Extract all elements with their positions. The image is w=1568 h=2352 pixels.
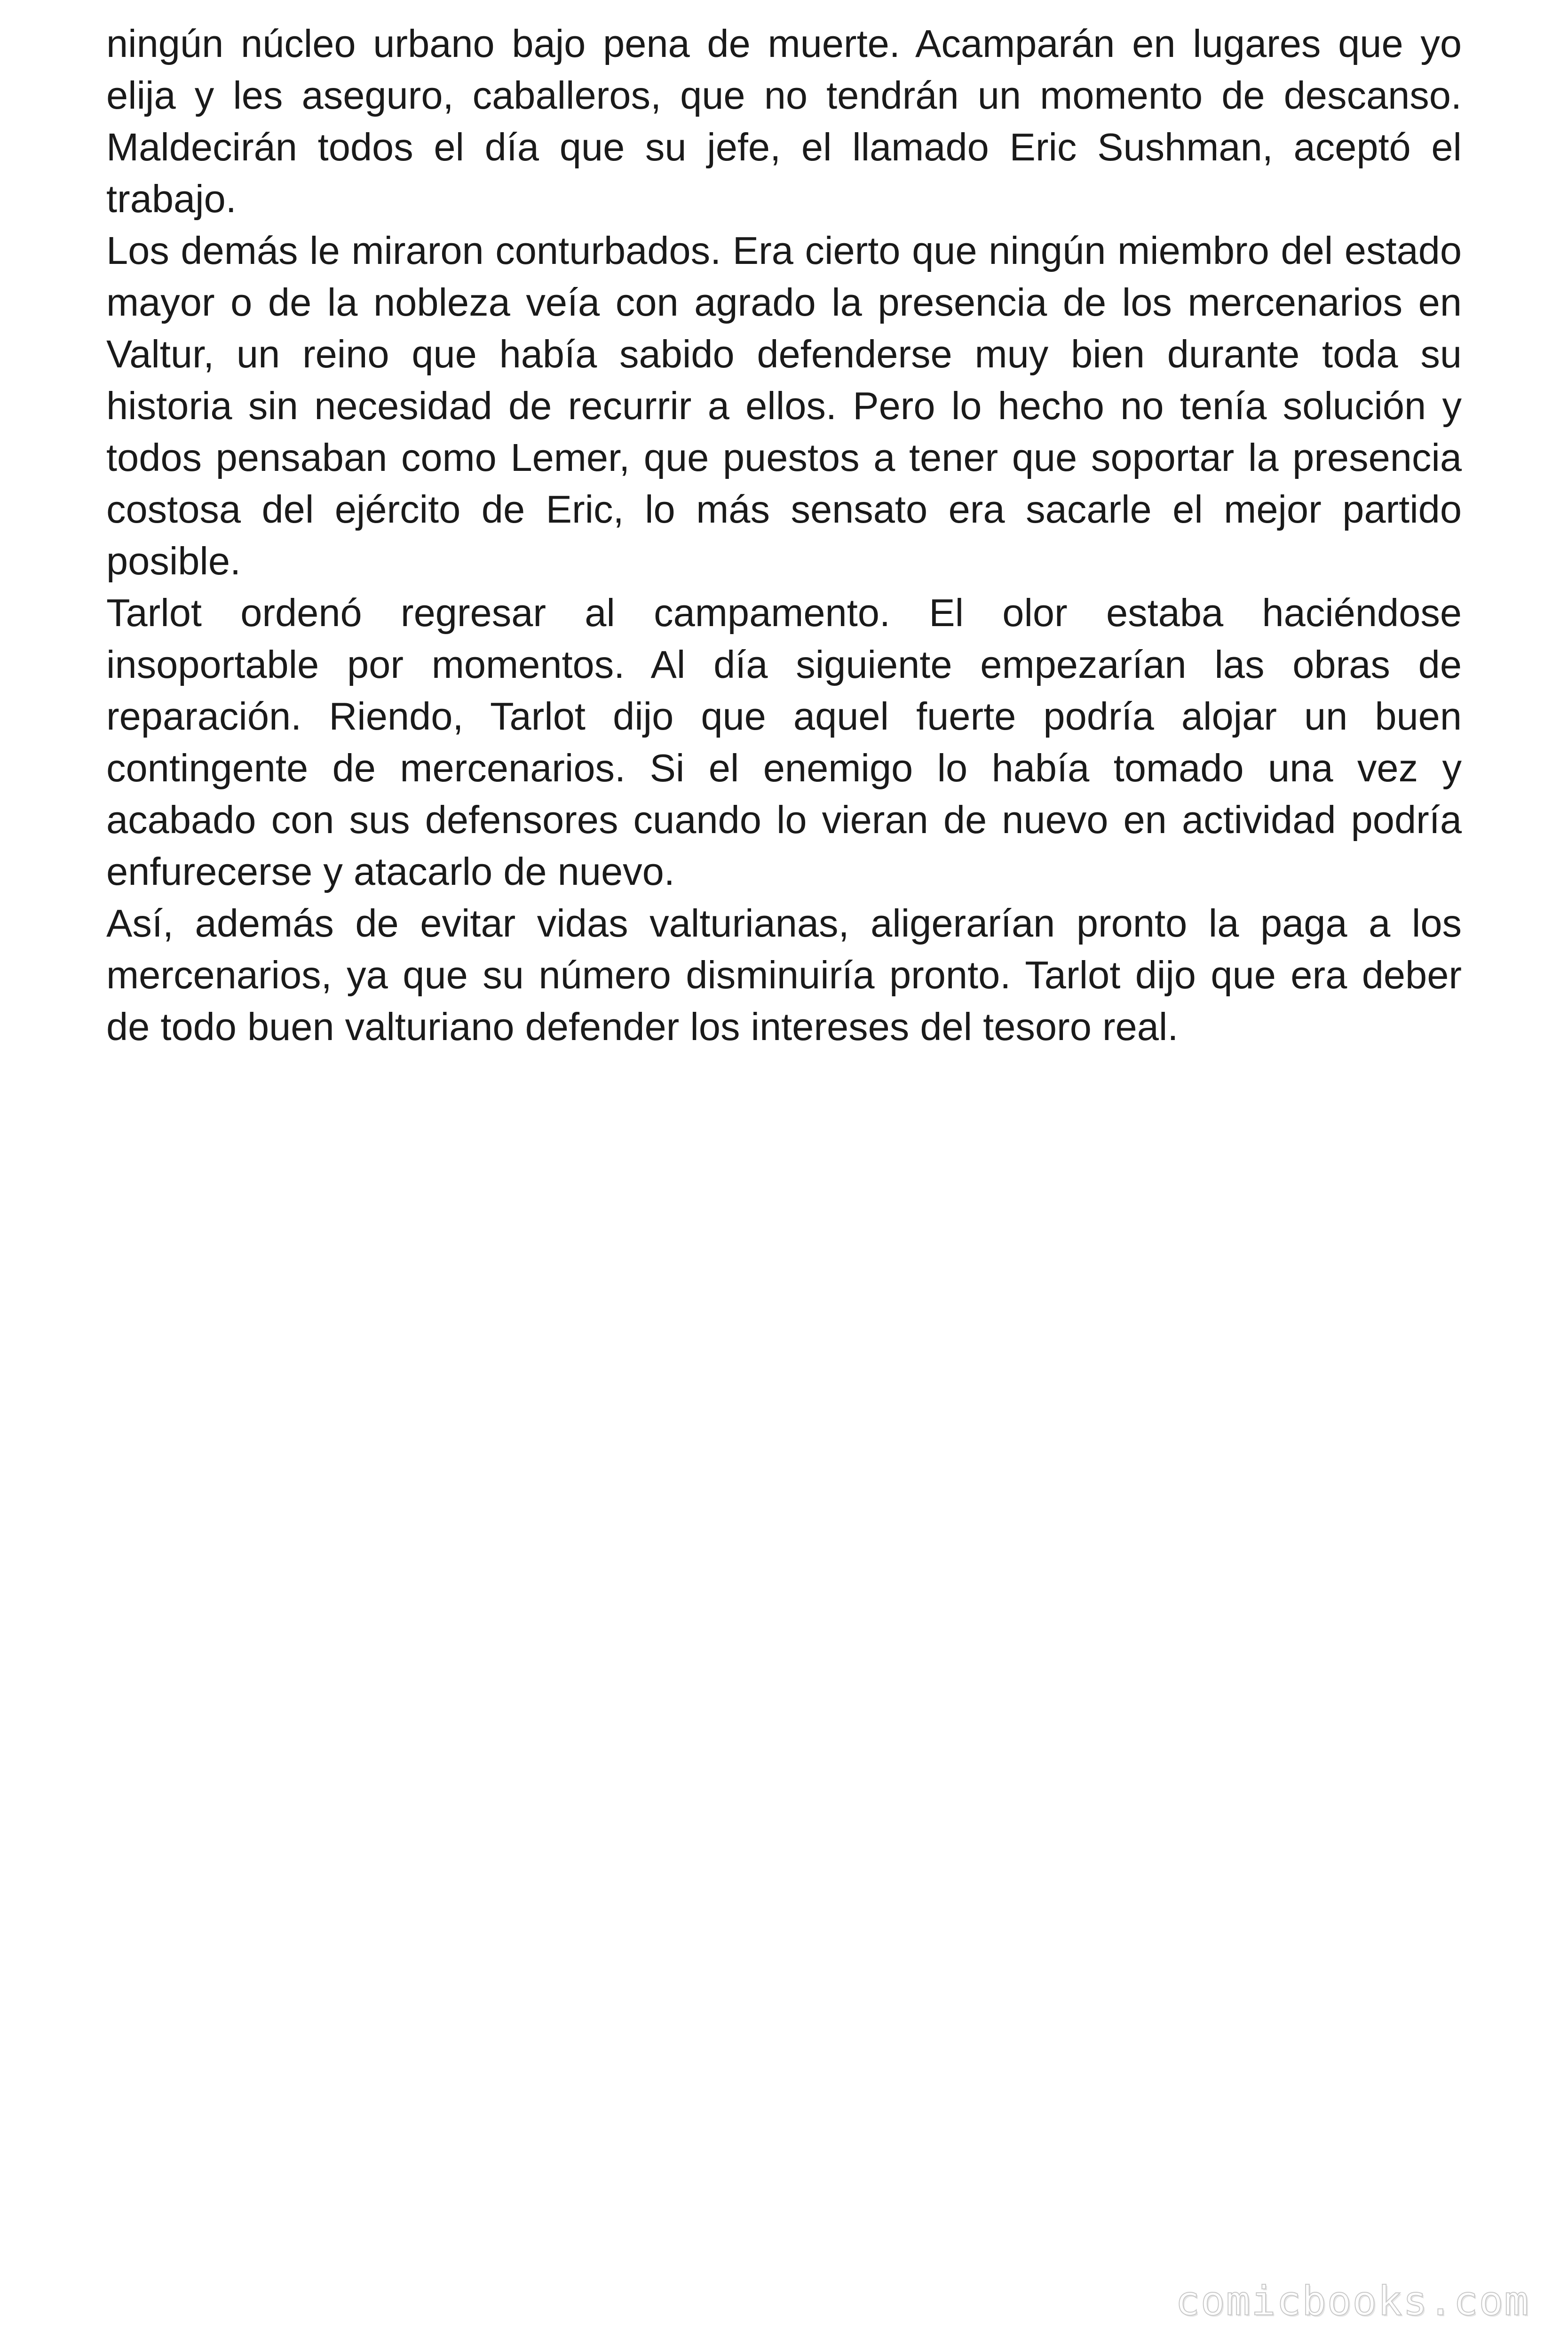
paragraph: Tarlot ordenó regresar al campamento. El olor estaba haciéndose insoportable por momentos. Al día siguiente empezarían las obras de reparación. Riendo, Tarlot dijo que aquel fuerte podría alojar un buen contingente de mercenarios. Si el enemigo lo había tomado una vez y acabado con sus defensores cuando lo vieran de nuevo en actividad podría enfurecerse y atacarlo de nuevo.: [106, 591, 1462, 893]
watermark-logo: comicbooks.com: [1175, 2278, 1529, 2325]
paragraph: Así, además de evitar vidas valturianas, aligerarían pronto la paga a los mercenarios, ya que su número disminuiría pronto. Tarlot dijo que era deber de todo buen valturiano defender los intereses del tesoro real.: [106, 901, 1462, 1049]
paragraph: Los demás le miraron conturbados. Era cierto que ningún miembro del estado mayor o de la nobleza veía con agrado la presencia de los mercenarios en Valtur, un reino que había sabido defenderse muy bien durante toda su historia sin necesidad de recurrir a ellos. Pero lo hecho no tenía solución y todos pensaban como Lemer, que puestos a tener que soportar la presencia costosa del ejército de Eric, lo más sensato era sacarle el mejor partido posible.: [106, 229, 1462, 583]
body-text: [106, 18, 1462, 1053]
paragraph: ningún núcleo urbano bajo pena de muerte. Acamparán en lugares que yo elija y les aseguro, caballeros, que no tendrán un momento de descanso. Maldecirán todos el día que su jefe, el llamado Eric Sushman, aceptó el trabajo.: [106, 22, 1462, 221]
